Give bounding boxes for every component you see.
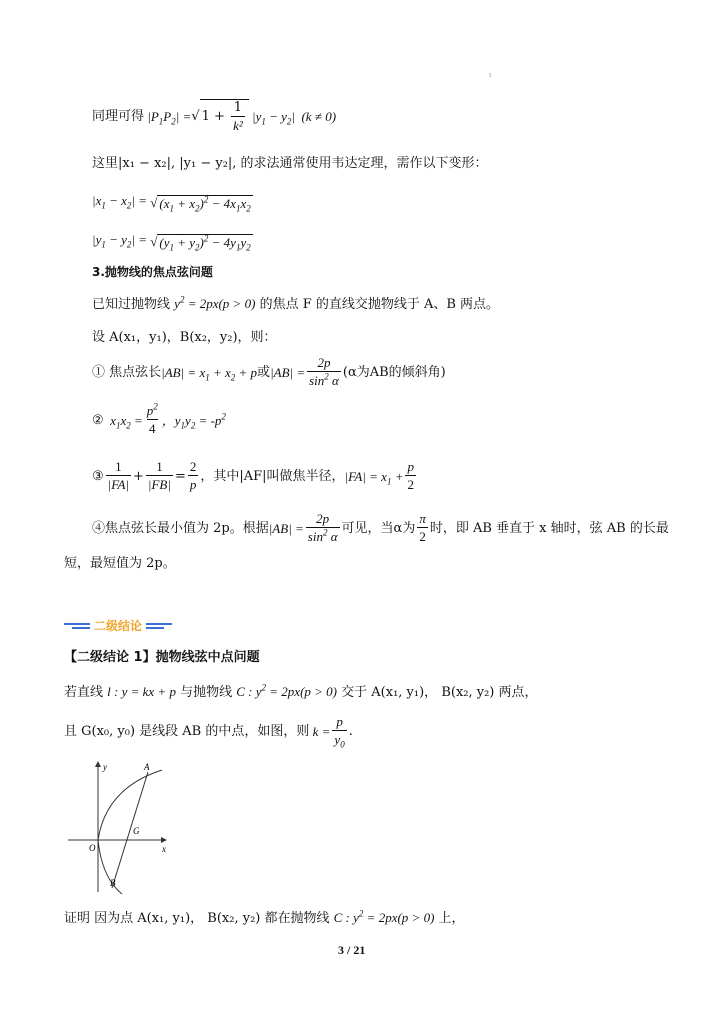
y-diff-formula: $|y_1 - y_2|$ = √ $(y_1 + y_2)^2 - 4y_1y_2$ xyxy=(92,232,251,253)
vieta-note: 这里|x₁ − x₂|, |y₁ − y₂|, 的求法通常使用韦达定理，需作以下变形： xyxy=(92,156,488,171)
corner-mark: ı xyxy=(489,71,492,79)
item-4-continued: 短，最短值为 2p。 xyxy=(64,556,176,571)
axis-y-label: y xyxy=(103,762,107,772)
item-3: ③ $\frac{1}{|FA|}$ + $\frac{1}{|FB|}$ = $\frac{2}{p}$ ，其中|AF|叫做焦半径， $|FA| = x_1$ + $\frac{p}{2}$ xyxy=(92,459,414,492)
origin-label: O xyxy=(89,843,96,853)
p1p2-prefix: 同理可得 xyxy=(92,108,145,124)
item-4: ④焦点弦长最小值为 2p。根据 |AB| = $\frac{2p}{\sin^2 \alpha}$ 可见，当α为 $\frac{\pi}{2}$ 时，即 AB 垂直于 x 轴时，弦 AB 的长最 xyxy=(92,511,669,544)
item-1: ① 焦点弦长 $|AB| = x_1 + x_2 + p$ 或 |AB| = $\frac{2p}{\sin^2 \alpha}$ (α为AB的倾斜角) xyxy=(92,355,446,388)
p1p2-condition: (k ≠ 0) xyxy=(301,108,337,124)
p1p2-formula-line: 同理可得 $|P_1P_2|$ = √ 1 + $\frac{1}{\text{k²}}$ $|y_1 - y_2|$ (k ≠ 0) xyxy=(92,100,337,133)
page-number: 3 / 21 xyxy=(338,943,366,957)
intro-line: 已知过抛物线 $y^2 = 2px(p > 0)$ 的焦点 F 的直线交抛物线于 A、B 两点。 xyxy=(92,294,500,312)
conclusion-line-1: 若直线 l : y = kx + p 与抛物线 C : $y^2 = 2px(p > 0)$ 交于 A(x₁, y₁)， B(x₂, y₂) 两点， xyxy=(64,682,538,700)
section-banner xyxy=(64,617,172,634)
points-line: 设 A(x₁，y₁)，B(x₂，y₂)，则： xyxy=(92,330,277,345)
conclusion-title: 【二级结论 1】抛物线弦中点问题 xyxy=(64,650,260,665)
point-g-label: G xyxy=(133,826,140,836)
point-a-label: A xyxy=(144,762,150,772)
parabola-curve xyxy=(98,770,162,894)
x-diff-formula: $|x_1 - x_2|$ = √ $(x_1 + x_2)^2 - 4x_1x_2$ xyxy=(92,193,251,214)
axis-x-label: x xyxy=(162,844,166,854)
proof-line: 证明 因为点 A(x₁, y₁)， B(x₂, y₂) 都在抛物线 C : $y^2 = 2px(p > 0)$ 上， xyxy=(64,908,465,926)
banner-text: 二级结论 xyxy=(94,619,143,633)
chord-ab xyxy=(112,772,148,888)
conclusion-line-2: 且 G(x₀, y₀) 是线段 AB 的中点，如图，则 k = $\frac{p}{y_0}$ . xyxy=(64,714,353,750)
item-2: ② $x_1x_2$ = $\frac{p^2}{4}$ ，$y_1y_2 = -p^2$ xyxy=(92,402,226,436)
parabola-figure xyxy=(62,758,182,898)
section-3-title: 3.抛物线的焦点弦问题 xyxy=(92,265,213,279)
point-b-label: B xyxy=(110,878,116,888)
